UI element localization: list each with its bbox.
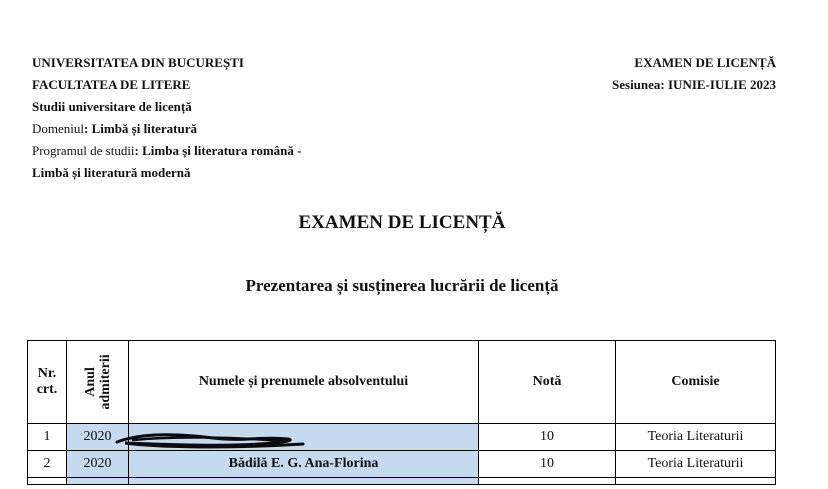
header-name: Numele și prenumele absolventului <box>129 341 479 424</box>
grades-table <box>27 340 776 485</box>
table-row-partial <box>28 478 776 485</box>
row-nota: 10 <box>479 424 616 451</box>
header-nota: Notă <box>479 341 616 424</box>
row-nr: 2 <box>28 451 67 478</box>
row-nota: 10 <box>479 451 616 478</box>
domain-label: Domeniul <box>32 121 84 136</box>
redaction-scribble <box>113 430 313 452</box>
header-nr-label: Nr. <box>37 366 57 381</box>
page-subtitle: Prezentarea și susținerea lucrării de licență <box>245 276 559 295</box>
header-anul-admiterii <box>67 341 129 424</box>
table-row <box>28 451 776 478</box>
program-label: Programul de studii <box>32 143 135 158</box>
domain-line <box>32 118 301 140</box>
domain-value: : Limbă și literatură <box>84 121 198 136</box>
row-comisie: Teoria Literaturii <box>616 424 776 451</box>
program-value: : Limba și literatura română - <box>134 143 302 158</box>
program-value-continued: Limbă și literatură modernă <box>32 165 191 180</box>
row-name: Bădilă E. G. Ana-Florina <box>129 451 479 478</box>
exam-name: EXAMEN DE LICENȚĂ <box>634 55 776 70</box>
row-comisie: Teoria Literaturii <box>616 451 776 478</box>
university-name: UNIVERSITATEA DIN BUCUREȘTI <box>32 55 244 70</box>
header-comisie: Comisie <box>616 341 776 424</box>
program-line <box>32 140 301 162</box>
table-header-row <box>28 341 776 424</box>
header-anul-label: Anul <box>82 367 98 397</box>
exam-session: Sesiunea: IUNIE-IULIE 2023 <box>612 77 776 92</box>
institution-header <box>32 52 301 184</box>
page-title: EXAMEN DE LICENȚĂ <box>298 212 506 233</box>
study-level: Studii universitare de licență <box>32 99 192 114</box>
row-an: 2020 <box>67 424 129 451</box>
header-crt-label: crt. <box>36 382 58 397</box>
exam-header <box>612 52 776 96</box>
header-admiterii-label: admiterii <box>97 354 113 410</box>
faculty-name: FACULTATEA DE LITERE <box>32 77 191 92</box>
row-nr: 1 <box>28 424 67 451</box>
row-an: 2020 <box>67 451 129 478</box>
header-nr-crt <box>28 341 67 424</box>
